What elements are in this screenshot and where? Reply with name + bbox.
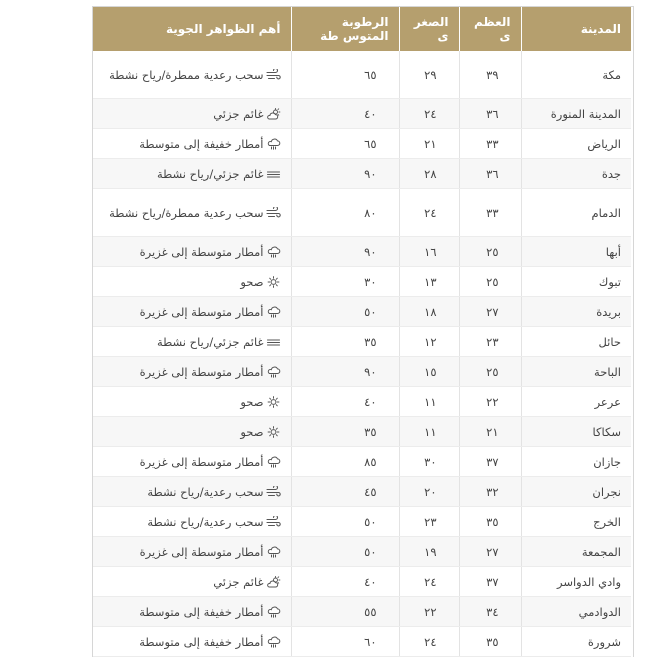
table-row <box>93 159 631 189</box>
max-temp-cell: ٢٢ <box>459 387 521 417</box>
weather-text: صحو <box>240 394 264 409</box>
max-temp-cell: ٣٢ <box>459 477 521 507</box>
city-cell: جازان <box>521 447 631 477</box>
max-temp-cell: ٣٥ <box>459 507 521 537</box>
table-row <box>93 297 631 327</box>
weather-cell <box>93 597 291 627</box>
humidity-cell: ٣٥ <box>291 417 399 447</box>
min-temp-cell: ١١ <box>399 417 459 447</box>
weather-table <box>93 7 631 657</box>
max-temp-cell: ٣٩ <box>459 51 521 99</box>
humidity-cell: ٤٥ <box>291 477 399 507</box>
weather-cell <box>93 267 291 297</box>
weather-text: أمطار متوسطة إلى غزيرة <box>139 544 264 559</box>
max-temp-cell: ٢٧ <box>459 537 521 567</box>
city-cell: نجران <box>521 477 631 507</box>
min-temp-cell: ١٨ <box>399 297 459 327</box>
min-temp-cell: ٢٤ <box>399 567 459 597</box>
humidity-cell: ٥٠ <box>291 297 399 327</box>
city-cell: مكة <box>521 51 631 99</box>
city-cell: عرعر <box>521 387 631 417</box>
humidity-cell: ٦٥ <box>291 129 399 159</box>
rain-cloud-icon <box>266 246 281 258</box>
min-temp-cell: ٢٩ <box>399 51 459 99</box>
weather-cell <box>93 477 291 507</box>
min-temp-cell: ١٣ <box>399 267 459 297</box>
table-row <box>93 417 631 447</box>
humidity-cell: ٦٠ <box>291 627 399 657</box>
humidity-cell: ٥٠ <box>291 507 399 537</box>
weather-text: صحو <box>240 274 264 289</box>
partly-cloudy-icon <box>266 576 281 588</box>
weather-cell <box>93 237 291 267</box>
max-temp-cell: ٣٧ <box>459 447 521 477</box>
humidity-cell: ٣٠ <box>291 267 399 297</box>
weather-text: أمطار خفيفة إلى متوسطة <box>139 136 264 151</box>
wind-icon <box>266 207 281 219</box>
rain-cloud-icon <box>266 366 281 378</box>
weather-text: غائم جزئي/رياح نشطة <box>156 166 264 181</box>
min-temp-cell: ١٥ <box>399 357 459 387</box>
table-row <box>93 357 631 387</box>
max-temp-cell: ٢٥ <box>459 357 521 387</box>
city-cell: المدينة المنورة <box>521 99 631 129</box>
table-row <box>93 99 631 129</box>
table-body <box>93 51 631 657</box>
humidity-cell: ٣٥ <box>291 327 399 357</box>
min-temp-cell: ٢٠ <box>399 477 459 507</box>
humidity-cell: ٤٠ <box>291 387 399 417</box>
wind-icon <box>266 486 281 498</box>
weather-text: أمطار متوسطة إلى غزيرة <box>139 454 264 469</box>
min-temp-cell: ٢٢ <box>399 597 459 627</box>
rain-cloud-icon <box>266 306 281 318</box>
max-temp-cell: ٣٥ <box>459 627 521 657</box>
humidity-cell: ٩٠ <box>291 159 399 189</box>
humidity-cell: ٩٠ <box>291 357 399 387</box>
table-row <box>93 597 631 627</box>
humidity-cell: ٥٠ <box>291 537 399 567</box>
weather-text: أمطار متوسطة إلى غزيرة <box>139 304 264 319</box>
table-row <box>93 507 631 537</box>
table-row <box>93 627 631 657</box>
city-cell: جدة <box>521 159 631 189</box>
weather-text: أمطار متوسطة إلى غزيرة <box>139 244 264 259</box>
weather-cell <box>93 129 291 159</box>
weather-text: سحب رعدية/رياح نشطة <box>147 514 264 529</box>
min-temp-cell: ٢١ <box>399 129 459 159</box>
min-temp-cell: ١٩ <box>399 537 459 567</box>
table-row <box>93 237 631 267</box>
table-row <box>93 267 631 297</box>
max-temp-cell: ٣٧ <box>459 567 521 597</box>
city-cell: الرياض <box>521 129 631 159</box>
weather-text: أمطار خفيفة إلى متوسطة <box>139 634 264 649</box>
city-cell: الخرج <box>521 507 631 537</box>
city-cell: وادي الدواسر <box>521 567 631 597</box>
weather-cell <box>93 357 291 387</box>
header-min: الصغر ى <box>399 7 459 51</box>
humidity-cell: ٩٠ <box>291 237 399 267</box>
wind-icon <box>266 516 281 528</box>
table-row <box>93 477 631 507</box>
weather-text: غائم جزئي <box>213 106 264 121</box>
weather-cell <box>93 51 291 99</box>
rain-cloud-icon <box>266 456 281 468</box>
table-row <box>93 51 631 99</box>
table-row <box>93 537 631 567</box>
max-temp-cell: ٣٦ <box>459 159 521 189</box>
weather-cell <box>93 189 291 237</box>
wind-icon <box>266 69 281 81</box>
weather-text: سحب رعدية ممطرة/رياح نشطة <box>109 67 264 82</box>
humidity-cell: ٤٠ <box>291 567 399 597</box>
city-cell: حائل <box>521 327 631 357</box>
max-temp-cell: ٢٧ <box>459 297 521 327</box>
sun-icon <box>266 426 281 438</box>
header-humidity: الرطوبة المتوس طة <box>291 7 399 51</box>
weather-cell <box>93 627 291 657</box>
weather-cell <box>93 507 291 537</box>
weather-cell <box>93 417 291 447</box>
haze-icon <box>266 336 281 348</box>
humidity-cell: ٤٠ <box>291 99 399 129</box>
weather-text: أمطار خفيفة إلى متوسطة <box>139 604 264 619</box>
city-cell: شرورة <box>521 627 631 657</box>
min-temp-cell: ٢٤ <box>399 189 459 237</box>
header-city: المدينة <box>521 7 631 51</box>
max-temp-cell: ٣٤ <box>459 597 521 627</box>
min-temp-cell: ٢٨ <box>399 159 459 189</box>
city-cell: تبوك <box>521 267 631 297</box>
weather-text: أمطار متوسطة إلى غزيرة <box>139 364 264 379</box>
table-header-row <box>93 7 631 51</box>
rain-cloud-icon <box>266 546 281 558</box>
weather-cell <box>93 537 291 567</box>
min-temp-cell: ٣٠ <box>399 447 459 477</box>
weather-text: سحب رعدية ممطرة/رياح نشطة <box>109 205 264 220</box>
weather-cell <box>93 297 291 327</box>
weather-text: سحب رعدية/رياح نشطة <box>147 484 264 499</box>
table-row <box>93 387 631 417</box>
header-weather: أهم الظواهر الجوية <box>93 7 291 51</box>
max-temp-cell: ٢٥ <box>459 267 521 297</box>
max-temp-cell: ٣٣ <box>459 129 521 159</box>
weather-text: غائم جزئي <box>213 574 264 589</box>
city-cell: الدوادمي <box>521 597 631 627</box>
city-cell: الدمام <box>521 189 631 237</box>
table-row <box>93 567 631 597</box>
max-temp-cell: ٢٣ <box>459 327 521 357</box>
weather-text: صحو <box>240 424 264 439</box>
weather-cell <box>93 99 291 129</box>
rain-cloud-icon <box>266 138 281 150</box>
humidity-cell: ٦٥ <box>291 51 399 99</box>
min-temp-cell: ٢٣ <box>399 507 459 537</box>
max-temp-cell: ٣٦ <box>459 99 521 129</box>
sun-icon <box>266 276 281 288</box>
haze-icon <box>266 168 281 180</box>
header-max: العظم ى <box>459 7 521 51</box>
city-cell: المجمعة <box>521 537 631 567</box>
weather-cell <box>93 159 291 189</box>
weather-cell <box>93 387 291 417</box>
rain-cloud-icon <box>266 606 281 618</box>
min-temp-cell: ٢٤ <box>399 627 459 657</box>
rain-cloud-icon <box>266 636 281 648</box>
table-row <box>93 189 631 237</box>
min-temp-cell: ٢٤ <box>399 99 459 129</box>
weather-cell <box>93 447 291 477</box>
city-cell: أبها <box>521 237 631 267</box>
table-row <box>93 129 631 159</box>
city-cell: سكاكا <box>521 417 631 447</box>
humidity-cell: ٨٠ <box>291 189 399 237</box>
humidity-cell: ٥٥ <box>291 597 399 627</box>
max-temp-cell: ٣٣ <box>459 189 521 237</box>
sun-icon <box>266 396 281 408</box>
weather-cell <box>93 567 291 597</box>
table-row <box>93 447 631 477</box>
min-temp-cell: ١١ <box>399 387 459 417</box>
city-cell: بريدة <box>521 297 631 327</box>
min-temp-cell: ١٢ <box>399 327 459 357</box>
table-row <box>93 327 631 357</box>
weather-text: غائم جزئي/رياح نشطة <box>156 334 264 349</box>
weather-cell <box>93 327 291 357</box>
max-temp-cell: ٢١ <box>459 417 521 447</box>
max-temp-cell: ٢٥ <box>459 237 521 267</box>
city-cell: الباحة <box>521 357 631 387</box>
partly-cloudy-icon <box>266 108 281 120</box>
humidity-cell: ٨٥ <box>291 447 399 477</box>
min-temp-cell: ١٦ <box>399 237 459 267</box>
